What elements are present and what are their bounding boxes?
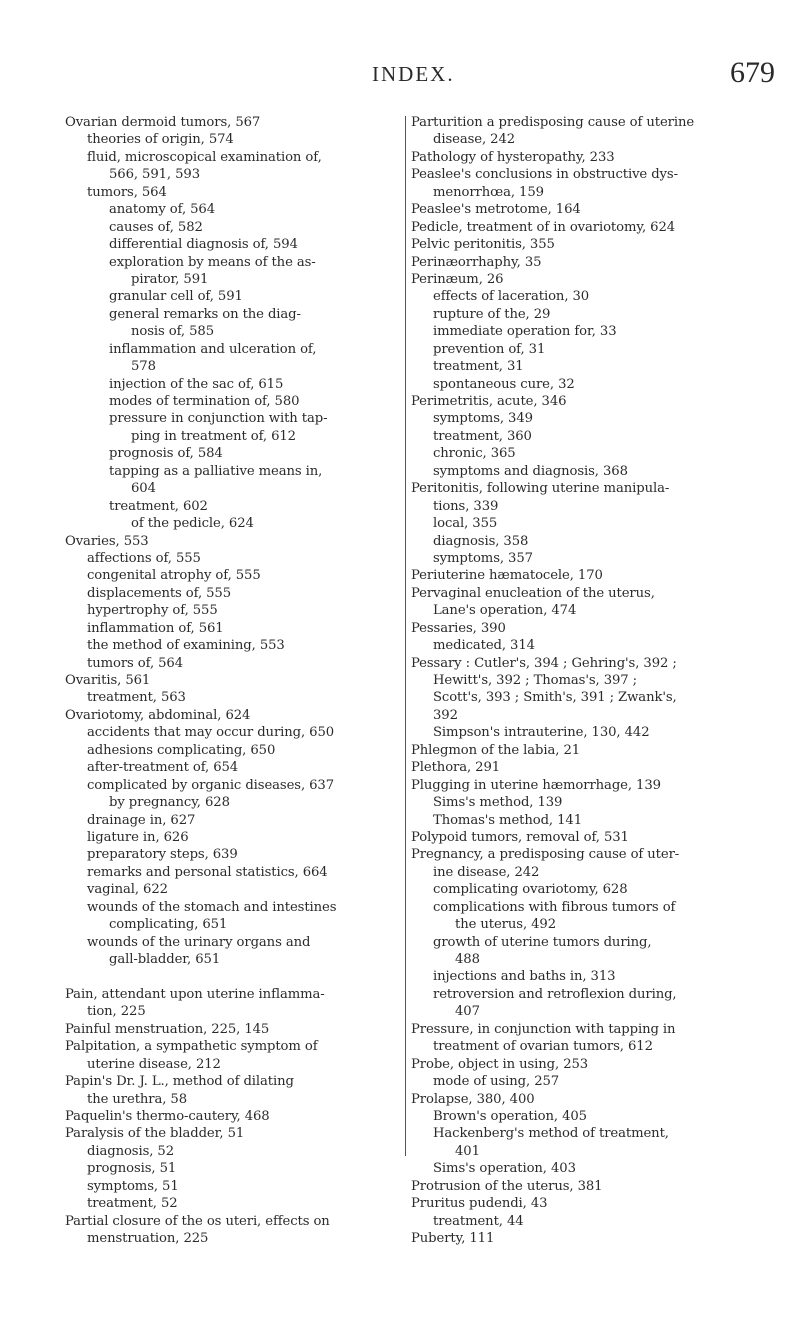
- index-heading: Pedicle, treatment of in ovariotomy, 624: [411, 219, 676, 235]
- index-subentry: ligature in, 626: [87, 829, 189, 845]
- index-subentry: mode of using, 257: [433, 1074, 560, 1090]
- index-heading: Peaslee's conclusions in obstructive dys-: [411, 167, 678, 183]
- index-subentry: disease, 242: [433, 132, 516, 148]
- index-heading: Prolapse, 380, 400: [411, 1091, 535, 1107]
- index-subentry: inflammation of, 561: [87, 620, 224, 636]
- index-subentry: complicating, 651: [109, 917, 228, 933]
- index-heading: Painful menstruation, 225, 145: [65, 1021, 270, 1037]
- index-subentry: tumors, 564: [87, 184, 167, 200]
- index-heading: Paralysis of the bladder, 51: [65, 1126, 245, 1142]
- index-subentry: tapping as a palliative means in,: [109, 463, 323, 479]
- index-subentry: granular cell of, 591: [109, 289, 243, 305]
- index-heading: Pruritus pudendi, 43: [411, 1196, 548, 1212]
- index-heading: Paquelin's thermo-cautery, 468: [65, 1108, 270, 1124]
- index-subentry: 578: [131, 359, 156, 375]
- index-subentry: effects of laceration, 30: [433, 289, 590, 305]
- index-subentry: displacements of, 555: [87, 585, 232, 601]
- index-subentry: accidents that may occur during, 650: [87, 725, 335, 741]
- index-subentry: complications with fibrous tumors of: [433, 899, 676, 915]
- index-heading: Ovaries, 553: [65, 533, 149, 549]
- index-subentry: wounds of the urinary organs and: [87, 934, 311, 950]
- index-subentry: pressure in conjunction with tap-: [109, 411, 328, 427]
- index-heading: Pelvic peritonitis, 355: [411, 237, 555, 253]
- index-subentry: tion, 225: [87, 1004, 146, 1020]
- index-subentry: treatment, 602: [109, 498, 208, 514]
- index-subentry: diagnosis, 52: [87, 1143, 175, 1159]
- index-subentry: drainage in, 627: [87, 812, 196, 828]
- index-subentry: after-treatment of, 654: [87, 760, 239, 776]
- index-subentry: symptoms, 357: [433, 550, 533, 566]
- index-subentry: symptoms, 349: [433, 411, 533, 427]
- index-subentry: hypertrophy of, 555: [87, 603, 218, 619]
- index-subentry: inflammation and ulceration of,: [109, 341, 317, 357]
- index-subentry: local, 355: [433, 516, 498, 532]
- index-heading: Peritonitis, following uterine manipula-: [411, 481, 670, 497]
- index-subentry: prognosis, 51: [87, 1161, 177, 1177]
- index-column-right: [411, 114, 761, 1247]
- index-subentry: theories of origin, 574: [87, 132, 234, 148]
- running-head: [0, 56, 800, 96]
- index-heading: Polypoid tumors, removal of, 531: [411, 829, 629, 845]
- index-subentry: adhesions complicating, 650: [87, 742, 276, 758]
- index-heading: Ovariotomy, abdominal, 624: [65, 707, 251, 723]
- index-subentry: anatomy of, 564: [109, 202, 216, 218]
- index-subentry: treatment, 360: [433, 428, 532, 444]
- entry-spacer: [65, 968, 403, 985]
- index-heading: Partial closure of the os uteri, effects on: [65, 1213, 330, 1229]
- index-subentry: Hackenberg's method of treatment,: [433, 1126, 669, 1142]
- index-subentry: treatment, 31: [433, 359, 524, 375]
- index-heading: Plethora, 291: [411, 760, 501, 776]
- index-heading: Pessary : Cutler's, 394 ; Gehring's, 392 ;: [411, 655, 677, 671]
- index-subentry: spontaneous cure, 32: [433, 376, 575, 392]
- index-subentry: pirator, 591: [131, 271, 209, 287]
- index-heading: Probe, object in using, 253: [411, 1056, 589, 1072]
- index-subentry: general remarks on the diag-: [109, 306, 301, 322]
- index-heading: Phlegmon of the labia, 21: [411, 742, 581, 758]
- index-heading: Peaslee's metrotome, 164: [411, 202, 581, 218]
- index-subentry: Thomas's method, 141: [433, 812, 582, 828]
- index-subentry: symptoms and diagnosis, 368: [433, 463, 628, 479]
- index-subentry: ping in treatment of, 612: [131, 428, 296, 444]
- index-subentry: nosis of, 585: [131, 324, 214, 340]
- index-heading: Pressure, in conjunction with tapping in: [411, 1021, 676, 1037]
- index-subentry: rupture of the, 29: [433, 306, 551, 322]
- index-subentry: 488: [455, 952, 480, 967]
- index-subentry: exploration by means of the as-: [109, 254, 316, 270]
- index-subentry: 604: [131, 481, 156, 497]
- index-subentry: complicating ovariotomy, 628: [433, 882, 628, 898]
- index-subentry: Lane's operation, 474: [433, 603, 577, 619]
- index-subentry: Brown's operation, 405: [433, 1108, 587, 1124]
- index-subentry: treatment of ovarian tumors, 612: [433, 1039, 653, 1055]
- index-heading: Pervaginal enucleation of the uterus,: [411, 585, 655, 601]
- index-heading: Palpitation, a sympathetic symptom of: [65, 1039, 318, 1055]
- index-subentry: immediate operation for, 33: [433, 324, 617, 340]
- index-subentry: Hewitt's, 392 ; Thomas's, 397 ;: [433, 673, 638, 688]
- index-subentry: ine disease, 242: [433, 864, 540, 880]
- index-subentry: medicated, 314: [433, 638, 535, 654]
- index-subentry: 401: [455, 1143, 480, 1159]
- index-subentry: differential diagnosis of, 594: [109, 237, 298, 253]
- page-number: 679: [730, 56, 775, 89]
- index-subentry: congenital atrophy of, 555: [87, 568, 261, 584]
- index-column-left: [65, 114, 403, 1247]
- page-header-title: INDEX.: [372, 62, 455, 86]
- index-subentry: modes of termination of, 580: [109, 394, 300, 409]
- index-subentry: Sims's method, 139: [433, 795, 563, 811]
- index-subentry: Simpson's intrauterine, 130, 442: [433, 725, 650, 741]
- index-subentry: treatment, 563: [87, 690, 186, 706]
- index-subentry: fluid, microscopical examination of,: [87, 149, 322, 165]
- index-subentry: vaginal, 622: [87, 882, 168, 898]
- index-heading: Perimetritis, acute, 346: [411, 394, 567, 409]
- index-heading: Protrusion of the uterus, 381: [411, 1178, 603, 1194]
- index-subentry: injections and baths in, 313: [433, 969, 616, 985]
- index-subentry: the method of examining, 553: [87, 638, 285, 654]
- index-subentry: menstruation, 225: [87, 1231, 209, 1246]
- index-subentry: 407: [455, 1004, 480, 1020]
- index-subentry: gall-bladder, 651: [109, 952, 221, 967]
- index-subentry: growth of uterine tumors during,: [433, 934, 652, 950]
- index-heading: Pain, attendant upon uterine inflamma-: [65, 986, 325, 1002]
- index-subentry: of the pedicle, 624: [131, 516, 254, 532]
- index-subentry: menorrhœa, 159: [433, 184, 544, 200]
- index-subentry: treatment, 44: [433, 1213, 524, 1229]
- index-heading: Ovarian dermoid tumors, 567: [65, 115, 261, 130]
- index-heading: Perinæorrhaphy, 35: [411, 254, 542, 270]
- index-subentry: injection of the sac of, 615: [109, 376, 284, 392]
- index-subentry: uterine disease, 212: [87, 1056, 221, 1072]
- index-subentry: symptoms, 51: [87, 1178, 179, 1194]
- index-subentry: Scott's, 393 ; Smith's, 391 ; Zwank's,: [433, 690, 677, 706]
- index-subentry: Sims's operation, 403: [433, 1161, 576, 1177]
- index-heading: Perinæum, 26: [411, 271, 504, 287]
- index-heading: Papin's Dr. J. L., method of dilating: [65, 1074, 294, 1090]
- index-subentry: affections of, 555: [87, 550, 201, 566]
- column-divider: [405, 116, 406, 1156]
- index-heading: Periuterine hæmatocele, 170: [411, 568, 603, 584]
- index-subentry: causes of, 582: [109, 219, 203, 235]
- index-subentry: diagnosis, 358: [433, 533, 529, 549]
- index-subentry: chronic, 365: [433, 446, 516, 462]
- index-subentry: the uterus, 492: [455, 917, 557, 933]
- index-subentry: retroversion and retroflexion during,: [433, 986, 677, 1002]
- index-heading: Pathology of hysteropathy, 233: [411, 149, 615, 165]
- index-subentry: the urethra, 58: [87, 1091, 188, 1107]
- index-subentry: 566, 591, 593: [109, 167, 200, 183]
- index-subentry: remarks and personal statistics, 664: [87, 864, 328, 880]
- index-heading: Pessaries, 390: [411, 620, 506, 636]
- index-subentry: tions, 339: [433, 498, 499, 514]
- index-heading: Parturition a predisposing cause of uterine: [411, 115, 695, 130]
- index-subentry: prevention of, 31: [433, 341, 546, 357]
- index-subentry: preparatory steps, 639: [87, 847, 238, 863]
- index-heading: Puberty, 111: [411, 1231, 495, 1246]
- index-subentry: prognosis of, 584: [109, 446, 223, 462]
- index-heading: Pregnancy, a predisposing cause of uter-: [411, 847, 680, 863]
- index-subentry: wounds of the stomach and intestines: [87, 899, 337, 915]
- index-subentry: treatment, 52: [87, 1196, 178, 1212]
- index-subentry: tumors of, 564: [87, 655, 184, 671]
- index-heading: Plugging in uterine hæmorrhage, 139: [411, 777, 661, 793]
- index-subentry: complicated by organic diseases, 637: [87, 777, 335, 793]
- index-subentry: by pregnancy, 628: [109, 795, 230, 811]
- index-heading: Ovaritis, 561: [65, 673, 151, 688]
- index-subentry: 392: [433, 707, 458, 723]
